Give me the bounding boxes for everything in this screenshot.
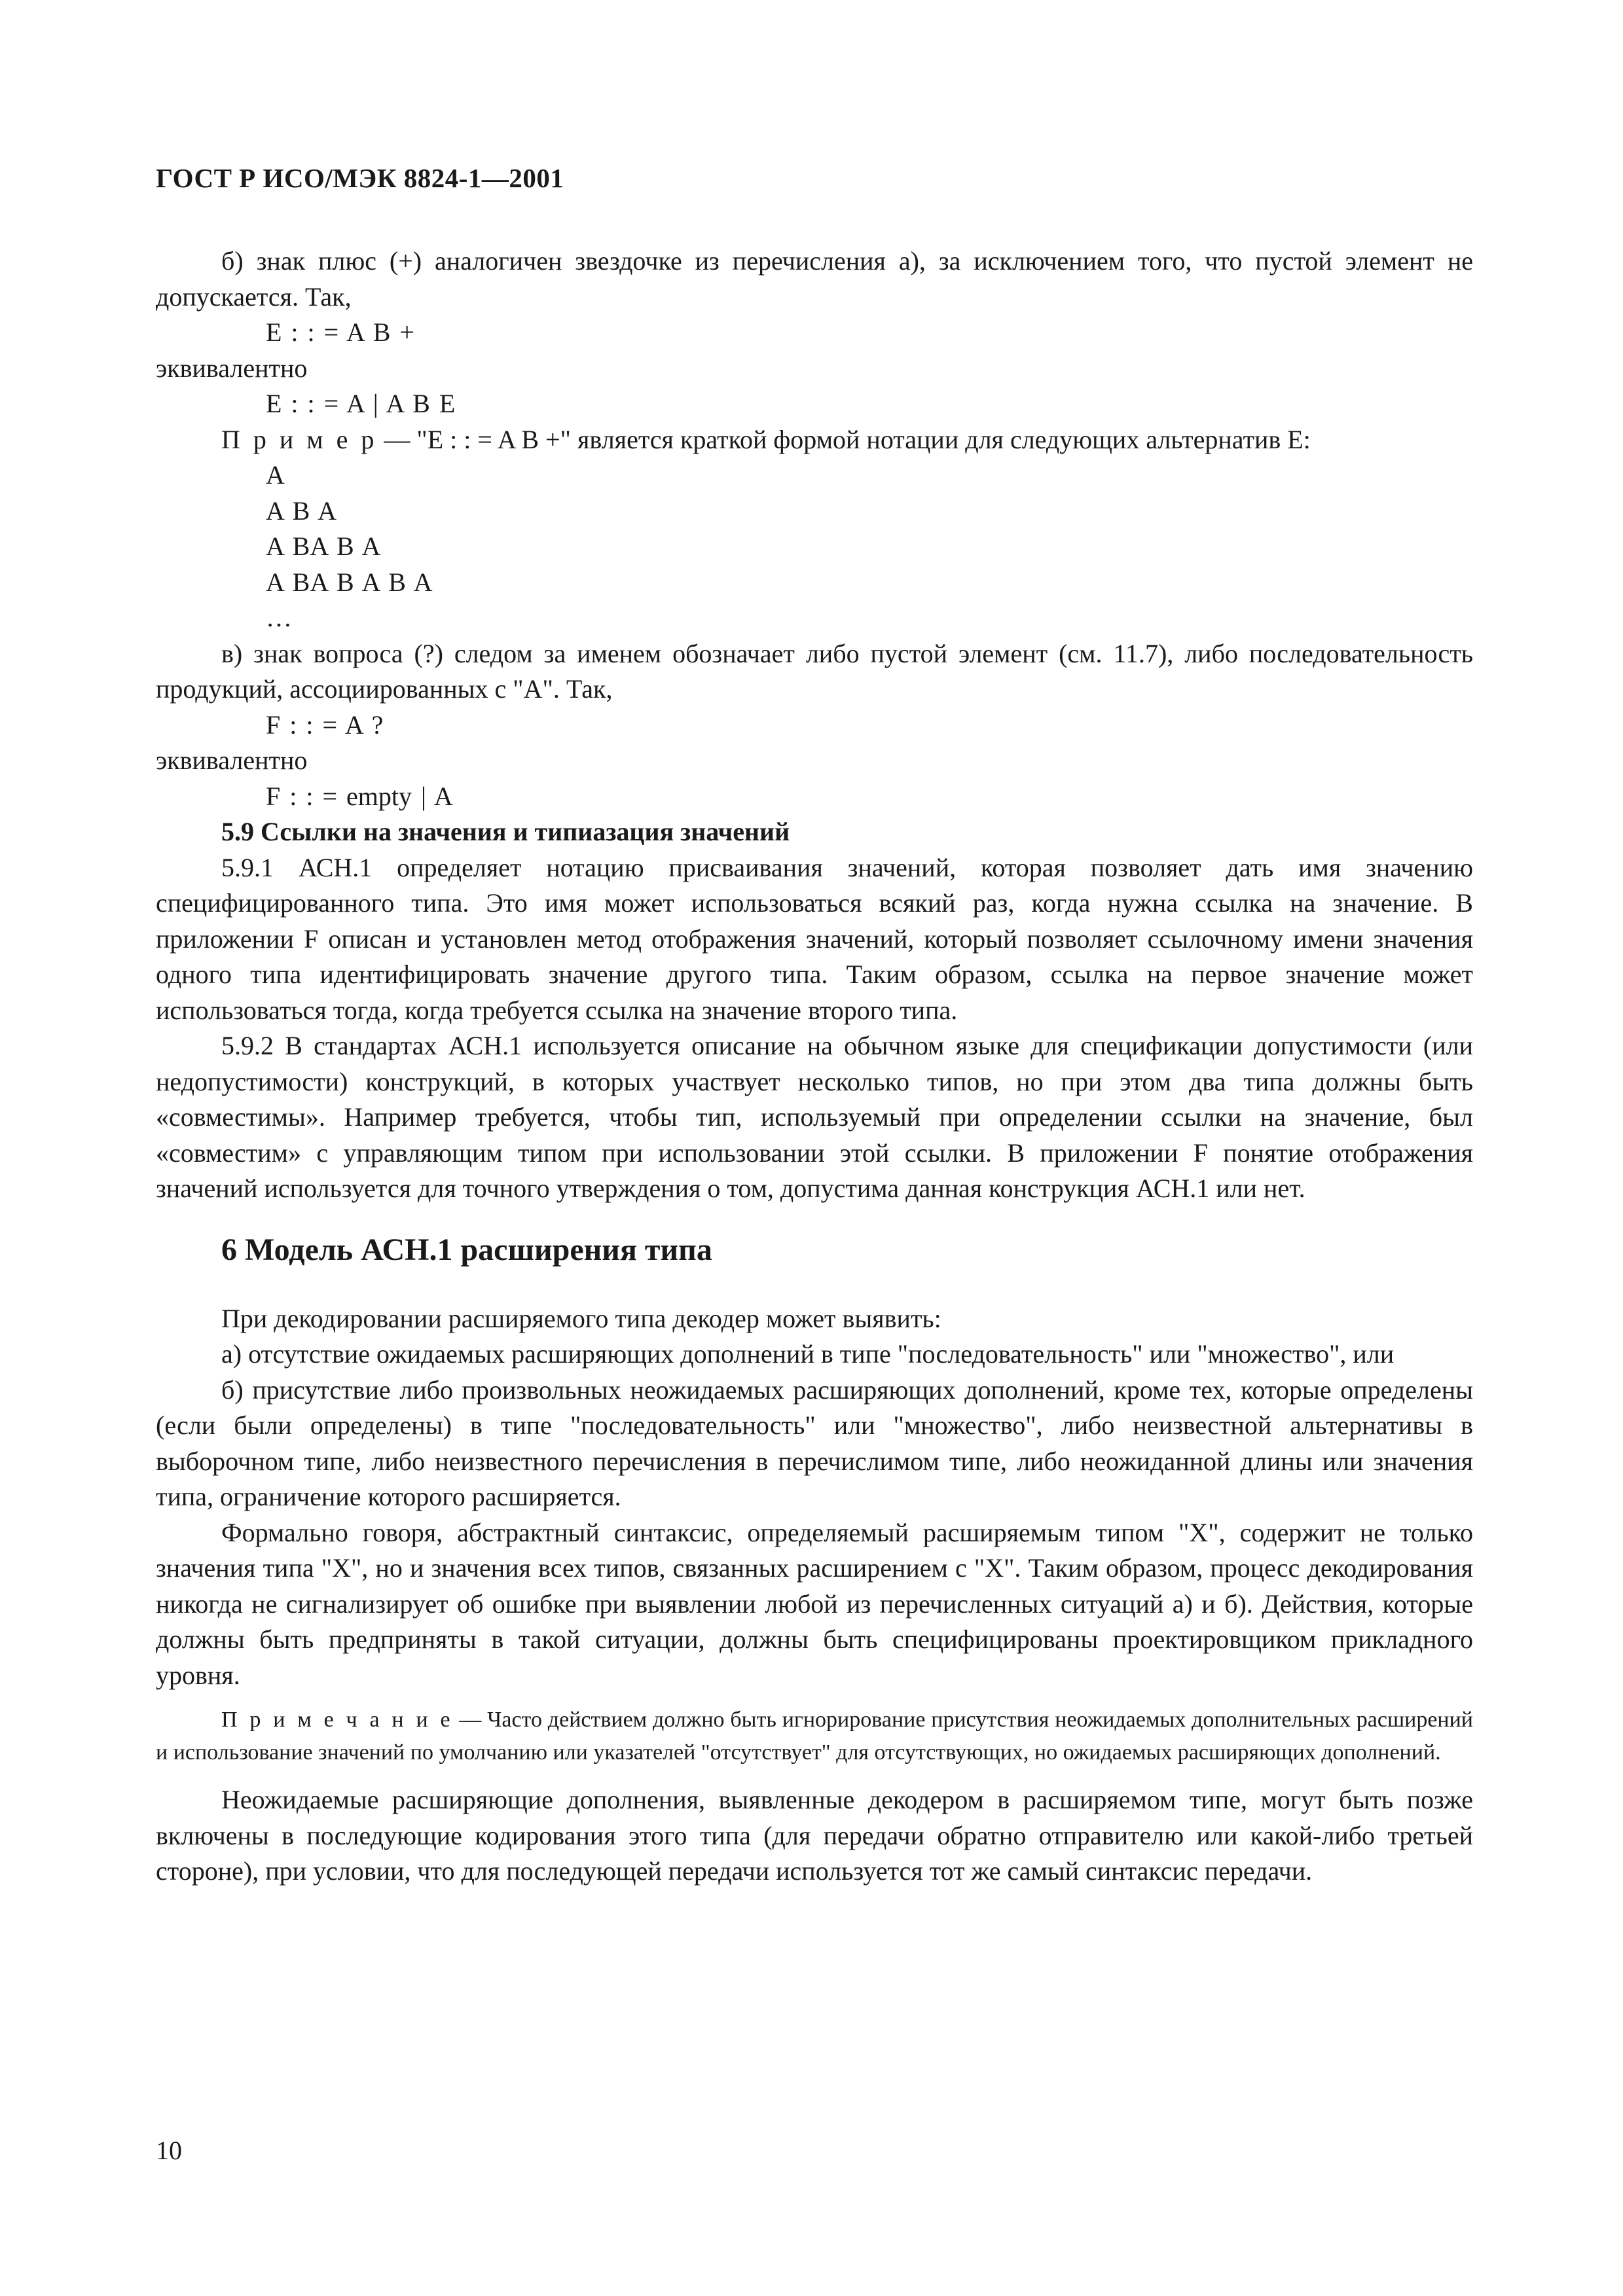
alternative-2: A B A	[266, 495, 337, 526]
example-paragraph	[156, 422, 1473, 458]
paragraph-6-b: б) присутствие либо произвольных неожидаемых расширяющих дополнений, кроме тех, которые определены (если были определены) в типе "последовательность" или "множество", либо неизвестной альтернативы в выборочном типе, либо неизвестного перечисления в перечислимом типе, либо неожиданной длины или значения типа, ограничение которого расширяется.	[156, 1374, 1473, 1511]
alternative-ellipsis: …	[266, 603, 292, 632]
example-label: П р и м е р	[221, 424, 378, 454]
alternative-4: A BA B A B A	[266, 567, 433, 597]
paragraph-6-a: а) отсутствие ожидаемых расширяющих дополнений в типе "последовательность" или "множество", или	[221, 1339, 1395, 1369]
equivalent-label-1: эквивалентно	[156, 353, 308, 383]
document-body	[156, 243, 1473, 1890]
section-heading-6: 6 Модель АСН.1 расширения типа	[221, 1232, 712, 1267]
paragraph-v-question: в) знак вопроса (?) следом за именем обозначает либо пустой элемент (см. 11.7), либо последовательность продукций, ассоциированных с "A". Так,	[156, 638, 1473, 704]
note-label: П р и м е ч а н и е	[221, 1708, 454, 1732]
alternative-3: A BA B A	[266, 531, 381, 561]
section-heading-5-9: 5.9 Ссылки на значения и типиазация значений	[221, 817, 790, 846]
paragraph-b-plus: б) знак плюс (+) аналогичен звездочке из перечисления а), за исключением того, что пустой элемент не допускается. Так,	[156, 246, 1473, 312]
paragraph-5-9-1: 5.9.1 АСН.1 определяет нотацию присваивания значений, которая позволяет дать имя значению специфицированного типа. Это имя может использоваться всякий раз, когда нужна ссылка на значение. В приложении F описан и установлен метод отображения значений, который позволяет ссылочному имени значения одного типа идентифицировать значение другого типа. Таким образом, ссылка на первое значение может использоваться тогда, когда требуется ссылка на значение второго типа.	[156, 852, 1473, 1025]
formula-f1: F : : = A ?	[266, 709, 384, 740]
alternative-1: A	[266, 460, 285, 490]
paragraph-6-last: Неожидаемые расширяющие дополнения, выявленные декодером в расширяемом типе, могут быть позже включены в последующие кодирования этого типа (для передачи обратно отправителю или какой-либо третьей стороне), при условии, что для последующей передачи используется тот же самый синтаксис передачи.	[156, 1785, 1473, 1886]
paragraph-5-9-2: 5.9.2 В стандартах АСН.1 используется описание на обычном языке для спецификации допустимости (или недопустимости) конструкций, в которых участвует несколько типов, но при этом два типа должны быть «совместимы». Например требуется, чтобы тип, используемый при определении ссылки на значение, был «совместим» с управляющим типом при использовании этой ссылки. В приложении F понятие отображения значений используется для точного утверждения о том, допустима данная конструкция АСН.1 или нет.	[156, 1031, 1473, 1203]
formula-e1: E : : = A B +	[266, 317, 414, 347]
formula-f2: F : : = empty | A	[266, 781, 453, 811]
paragraph-6-intro: При декодировании расширяемого типа декодер может выявить:	[221, 1303, 941, 1333]
page-number: 10	[156, 2136, 182, 2165]
formula-e2: E : : = A | A B E	[266, 389, 456, 418]
note-paragraph	[156, 1704, 1473, 1769]
note-text: — Часто действием должно быть игнорирование присутствия неожидаемых дополнительных расширений и использование значений по умолчанию или указателей "отсутствует" для отсутствующих, но ожидаемых расширяющих дополнений.	[156, 1708, 1473, 1765]
paragraph-6-formal: Формально говоря, абстрактный синтаксис, определяемый расширяемым типом "X", содержит не только значения типа "X", но и значения всех типов, связанных расширением с "X". Таким образом, процесс декодирования никогда не сигнализирует об ошибке при выявлении любой из перечисленных ситуаций а) и б). Действия, которые должны быть предприняты в такой ситуации, должны быть специфицированы проектировщиком прикладного уровня.	[156, 1517, 1473, 1690]
equivalent-label-2: эквивалентно	[156, 745, 308, 775]
document-header: ГОСТ Р ИСО/МЭК 8824-1—2001	[156, 163, 564, 193]
example-text: — "E : : = A B +" является краткой формой нотации для следующих альтернатив E:	[377, 424, 1311, 454]
